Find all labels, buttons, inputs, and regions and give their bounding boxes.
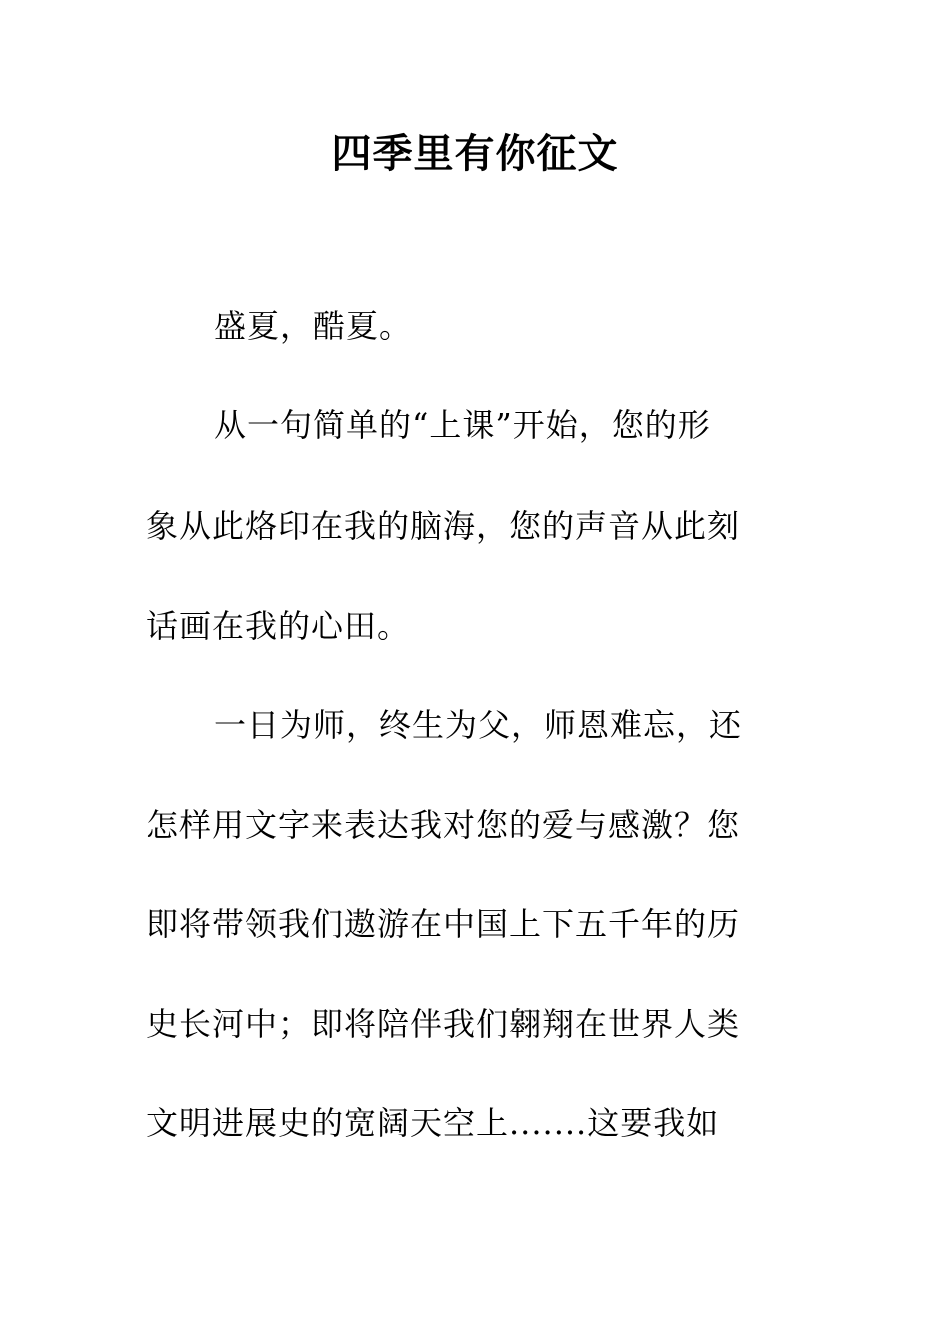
- paragraph-line: 即将带领我们遨游在中国上下五千年的历: [146, 905, 741, 943]
- paragraph-line: 文明进展史的宽阔天空上.......这要我如: [146, 1104, 720, 1142]
- paragraph-line: 史长河中；即将陪伴我们翱翔在世界人类: [146, 1005, 741, 1043]
- paragraph-line: 怎样用文字来表达我对您的爱与感激？您: [146, 806, 741, 844]
- paragraph-line: 从一句简单的“上课”开始，您的形: [214, 406, 711, 444]
- document-title: 四季里有你征文: [331, 130, 619, 177]
- paragraph-line: 一日为师，终生为父，师恩难忘，还: [214, 706, 743, 744]
- paragraph-line: 盛夏，酷夏。: [214, 307, 413, 345]
- paragraph-line: 话画在我的心田。: [146, 607, 411, 645]
- paragraph-line: 象从此烙印在我的脑海，您的声音从此刻: [146, 507, 741, 545]
